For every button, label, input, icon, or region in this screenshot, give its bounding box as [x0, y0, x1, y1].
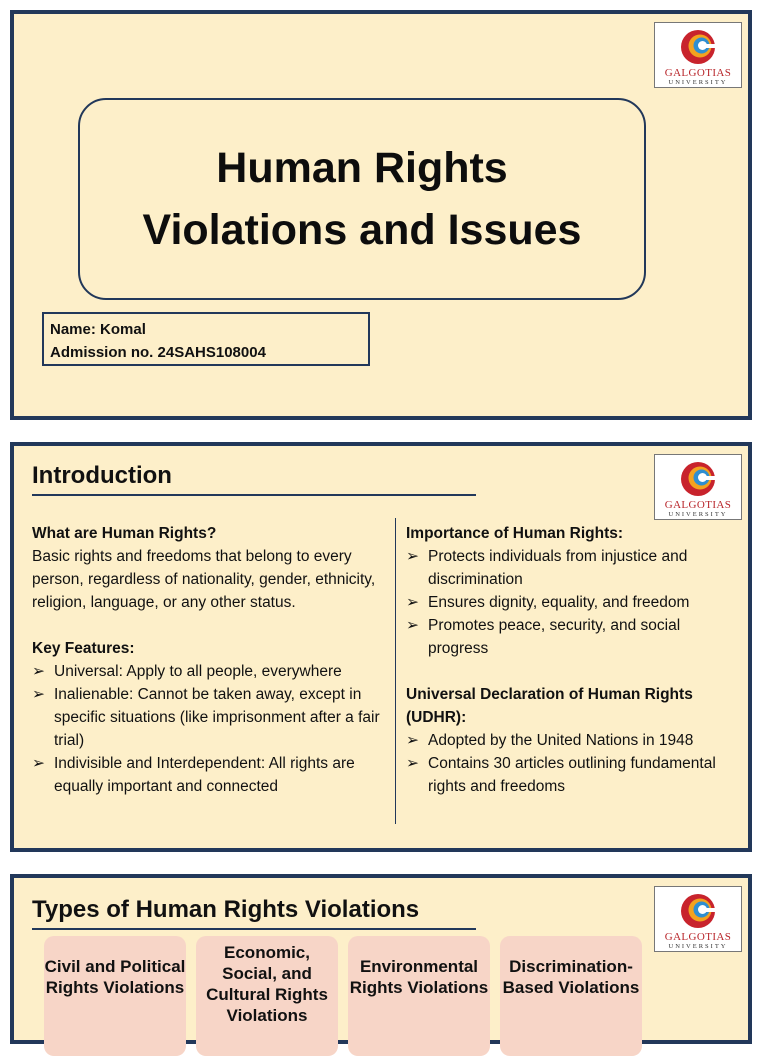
- violation-type-card-economic-social-cultural: Economic, Social, and Cultural Rights Violations: [196, 936, 338, 1056]
- importance-list: [406, 545, 742, 660]
- human-rights-definition: Basic rights and freedoms that belong to every person, regardless of nationality, gender, ethnicity, religion, language, or any other status.: [32, 548, 376, 611]
- arrow-bullet-icon: ➢: [32, 755, 45, 772]
- university-logo: [654, 454, 742, 520]
- violation-type-card-environmental: Environmental Rights Violations: [348, 936, 490, 1056]
- logo-subtitle: UNIVERSITY: [668, 511, 728, 518]
- arrow-bullet-icon: ➢: [406, 548, 419, 565]
- list-item: ➢ Protects individuals from injustice and discrimination: [406, 545, 742, 591]
- list-item: ➢ Ensures dignity, equality, and freedom: [406, 591, 742, 614]
- galgotias-emblem-icon: [678, 459, 718, 499]
- violation-type-card-civil-political: Civil and Political Rights Violations: [44, 936, 186, 1056]
- udhr-heading: Universal Declaration of Human Rights (UDHR):: [406, 686, 693, 726]
- galgotias-emblem-icon: [678, 27, 718, 67]
- galgotias-emblem-icon: [678, 891, 718, 931]
- arrow-bullet-icon: ➢: [406, 732, 419, 749]
- column-divider: [395, 518, 396, 824]
- slide-heading: Introduction: [32, 462, 476, 496]
- violation-type-card-discrimination: Discrimination-Based Violations: [500, 936, 642, 1056]
- importance-heading: Importance of Human Rights:: [406, 525, 624, 542]
- right-column: [406, 522, 742, 798]
- list-item: ➢ Indivisible and Interdependent: All rights are equally important and connected: [32, 752, 384, 798]
- list-item: ➢ Contains 30 articles outlining fundamental rights and freedoms: [406, 752, 742, 798]
- key-features-heading: Key Features:: [32, 640, 135, 657]
- arrow-bullet-icon: ➢: [406, 594, 419, 611]
- introduction-slide: [10, 442, 752, 852]
- slide-heading: Types of Human Rights Violations: [32, 896, 476, 930]
- list-item: ➢ Adopted by the United Nations in 1948: [406, 729, 742, 752]
- arrow-bullet-icon: ➢: [406, 755, 419, 772]
- title-box: [78, 98, 646, 300]
- title-line-2: Violations and Issues: [142, 206, 582, 254]
- admission-number: Admission no. 24SAHS108004: [50, 344, 266, 361]
- student-info-box: [42, 312, 370, 366]
- list-item: ➢ Promotes peace, security, and social progress: [406, 614, 742, 660]
- what-are-human-rights-heading: What are Human Rights?: [32, 525, 217, 542]
- student-name: Name: Komal: [50, 321, 146, 338]
- udhr-list: [406, 729, 742, 798]
- title-line-1: Human Rights: [216, 144, 508, 192]
- arrow-bullet-icon: ➢: [406, 617, 419, 634]
- logo-name: GALGOTIAS: [664, 499, 732, 511]
- left-column: [32, 522, 384, 798]
- university-logo: [654, 22, 742, 88]
- list-item: ➢ Universal: Apply to all people, everywhere: [32, 660, 384, 683]
- list-item: ➢ Inalienable: Cannot be taken away, except in specific situations (like imprisonment after a fair trial): [32, 683, 384, 752]
- title-slide: [10, 10, 752, 420]
- university-logo: [654, 886, 742, 952]
- logo-subtitle: UNIVERSITY: [668, 79, 728, 86]
- logo-name: GALGOTIAS: [664, 67, 732, 79]
- arrow-bullet-icon: ➢: [32, 663, 45, 680]
- key-features-list: [32, 660, 384, 798]
- logo-subtitle: UNIVERSITY: [668, 943, 728, 950]
- types-of-violations-slide: [10, 874, 752, 1044]
- arrow-bullet-icon: ➢: [32, 686, 45, 703]
- logo-name: GALGOTIAS: [664, 931, 732, 943]
